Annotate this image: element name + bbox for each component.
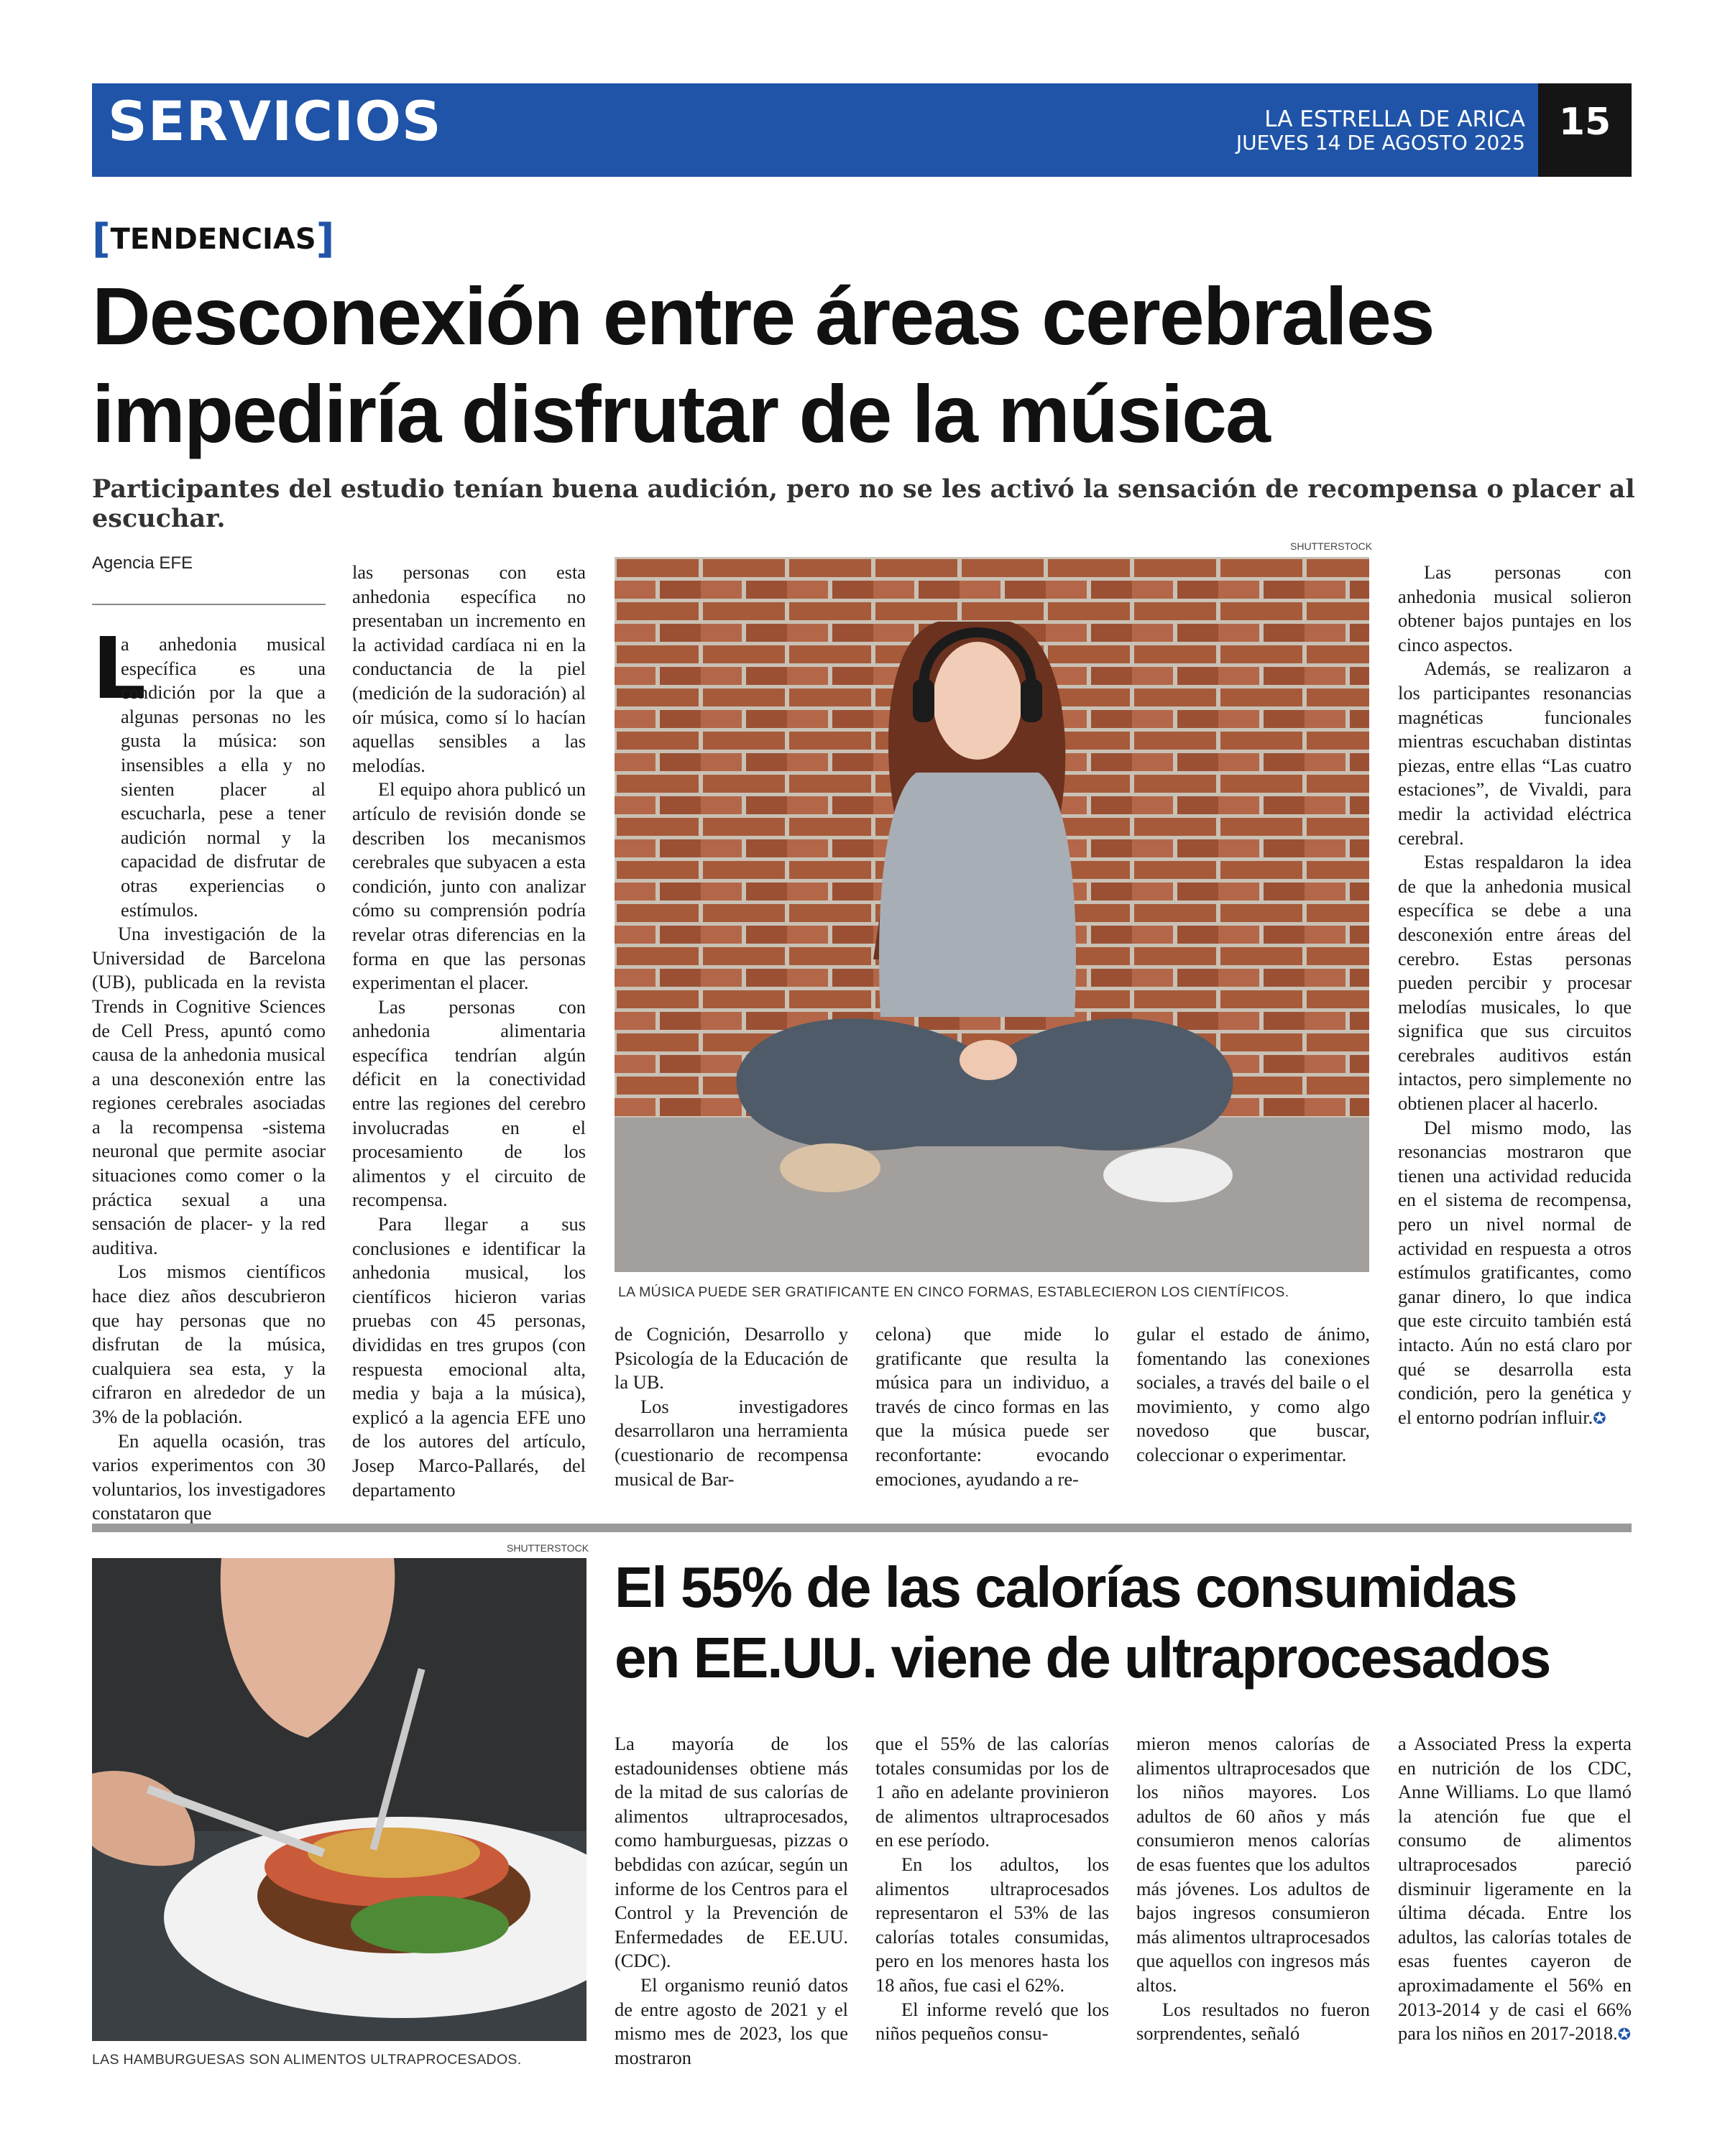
article1-column-4	[875, 1322, 1109, 1491]
publication-date: JUEVES 14 DE AGOSTO 2025	[1236, 131, 1525, 155]
article-photo-girl-headphones	[615, 557, 1369, 1272]
photo-illustration	[92, 1558, 586, 2041]
photo-credit-label: SHUTTERSTOCK	[507, 1542, 589, 1554]
headline-line-1: Desconexión entre áreas cerebrales	[92, 271, 1434, 361]
paragraph: Una investigación de la Universidad de Barcelona (UB), publicada en la revista Trends in Cognitive Sciences de Cell Press, apuntó como causa de la anhedonia musical a una desconexión entre las regiones cerebrales asociadas a la recompensa -sistema neuronal que permite asociar situaciones como comer o la práctica sexual a una sensación de placer- y la red auditiva.	[92, 923, 326, 1258]
end-mark-icon: ✪	[1617, 2026, 1632, 2045]
paragraph: La mayoría de los estadounidenses obtiene más de la mitad de sus calorías de alimentos ultraprocesados, como hamburguesas, pizzas o bebdidas con azúcar, según un informe de los Centros para el Control y la Prevención de Enfermedades de EE.UU. (CDC).	[615, 1733, 848, 1972]
kicker-bracket-close: ]	[316, 216, 335, 262]
paragraph: celona) que mide lo gratificante que resulta la música para un individuo, a través de cinco formas en las que la música puede ser reconfortante: evocando emociones, ayudando a re-	[875, 1323, 1109, 1490]
headline-line-2: impediría disfrutar de la música	[92, 369, 1269, 459]
headline-line-2: en EE.UU. viene de ultraprocesados	[615, 1626, 1550, 1690]
headline-line-1: El 55% de las calorías consumidas	[615, 1555, 1517, 1619]
article-photo-hamburger	[92, 1558, 586, 2041]
kicker-bracket-open: [	[92, 216, 111, 262]
article2-column-2	[875, 1732, 1109, 2046]
article2-column-4	[1398, 1732, 1632, 2047]
paragraph: El equipo ahora publicó un artículo de revisión donde se describen los mecanismos cerebrales que subyacen a esta condición, junto con analizar cómo su comprensión podría revelar otras diferencias en la forma en que las personas experimentan el placer.	[352, 778, 586, 994]
byline-rule	[92, 604, 326, 605]
paragraph: En aquella ocasión, tras varios experimentos con 30 voluntarios, los investigadores constataron que	[92, 1429, 326, 1524]
paragraph: mieron menos calorías de alimentos ultraprocesados que los niños mayores. Los adultos de 60 años y más consumieron menos calorías de esas fuentes que los adultos más jóvenes. Los adultos de bajos ingresos consumieron más alimentos ultraprocesados que aquellos con ingresos más altos.	[1136, 1733, 1370, 1996]
paragraph: Los investigadores desarrollaron una herramienta (cuestionario de recompensa musical de Bar-	[615, 1395, 848, 1490]
paragraph: Las personas con anhedonia alimentaria específica tendrían algún déficit en la conectividad entre las regiones del cerebro involucradas en el procesamiento de los alimentos y el circuito de recompensa.	[352, 995, 586, 1211]
photo-credit-label: SHUTTERSTOCK	[1290, 540, 1373, 552]
end-mark-icon: ✪	[1593, 1409, 1606, 1428]
paragraph: las personas con esta anhedonia específica no presentaban un incremento en la actividad cardíaca ni en la conductancia de la piel (medición de la sudoración) al oír música, como sí lo hacían aquellas sensibles a las melodías.	[352, 561, 586, 776]
paragraph: Estas respaldaron la idea de que la anhedonia musical específica se debe a una desconexión entre áreas del cerebro. Estas personas pueden percibir y procesar melodías musicales, lo que significa que sus circuitos cerebrales auditivos están intactos, pero simplemente no obtienen placer al hacerlo.	[1398, 851, 1632, 1115]
paragraph: Los mismos científicos hace diez años descubrieron que hay personas que no disfrutan de la música, cualquiera sea esta, y la cifraron en alrededor de un 3% de la población.	[92, 1261, 326, 1427]
section-title: SERVICIOS	[108, 89, 442, 153]
paragraph: de Cognición, Desarrollo y Psicología de la Educación de la UB.	[615, 1323, 848, 1393]
paragraph-text: a Associated Press la experta en nutrición de los CDC, Anne Williams. Lo que llamó la atención fue que el consumo de alimentos ultraprocesados pareció disminuir ligeramente en la última década. Entre los adultos, las calorías totales de esas fuentes cayeron de aproximadamente el 56% en 2013-2014 y de casi el 66% para los niños en 2017-2018.	[1398, 1733, 1632, 2045]
article1-column-6	[1398, 561, 1632, 1431]
article2-column-1	[615, 1732, 848, 2070]
kicker-text: TENDENCIAS	[110, 223, 316, 256]
article1-column-5	[1136, 1322, 1370, 1468]
section-divider	[92, 1524, 1632, 1532]
article-deck: Participantes del estudio tenían buena audición, pero no se les activó la sensación de recompensa o placer al escuchar.	[92, 474, 1635, 533]
page-number: 15	[1558, 101, 1611, 144]
paragraph: Las personas con anhedonia musical solieron obtener bajos puntajes en los cinco aspectos.	[1398, 561, 1632, 655]
article1-column-3	[615, 1322, 848, 1491]
newspaper-name: LA ESTRELLA DE ARICA	[1264, 106, 1525, 132]
photo-caption: LA MÚSICA PUEDE SER GRATIFICANTE EN CINCO FORMAS, ESTABLECIERON LOS CIENTÍFICOS.	[618, 1284, 1289, 1300]
paragraph	[1398, 1116, 1632, 1432]
article1-column-2	[352, 561, 586, 1502]
article-headline	[615, 1552, 1635, 1693]
paragraph: Además, se realizaron a los participantes resonancias magnéticas funcionales mientras escuchaban distintas piezas, entre ellas “Las cuatro estaciones”, de Vivaldi, para medir la actividad eléctrica cerebral.	[1398, 658, 1632, 849]
article-kicker	[92, 216, 334, 262]
photo-illustration	[615, 557, 1369, 1272]
article1-column-1	[92, 619, 326, 1526]
paragraph: gular el estado de ánimo, fomentando las conexiones sociales, a través del baile o el movimiento, y como algo novedoso que buscar, coleccionar o experimentar.	[1136, 1323, 1370, 1465]
byline: Agencia EFE	[92, 553, 193, 573]
paragraph: Los resultados no fueron sorprendentes, señaló	[1136, 1998, 1370, 2045]
paragraph-text: Del mismo modo, las resonancias mostraron que tienen una actividad reducida en el sistema de recompensa, pero un nivel normal de actividad en respuesta a otros estímulos gratificantes, como ganar dinero, lo que indica que este circuito también está intacto. Aún no está claro por qué se desarrolla esta condición, pero la genética y el entorno podrían influir.	[1398, 1116, 1632, 1428]
paragraph	[1398, 1732, 1632, 2047]
photo-caption: LAS HAMBURGUESAS SON ALIMENTOS ULTRAPROCESADOS.	[92, 2052, 522, 2068]
paragraph: Para llegar a sus conclusiones e identificar la anhedonia musical, los científicos hicieron varias pruebas con 45 personas, divididas en tres grupos (con respuesta emocional alta, media y baja a la música), explicó a la agencia EFE uno de los autores del artículo, Josep Marco-Pallarés, del departamento	[352, 1213, 586, 1501]
drop-cap: L	[92, 619, 147, 718]
article2-column-3	[1136, 1732, 1370, 2046]
paragraph: a anhedonia musical específica es una condición por la que a algunas personas no les gusta la música: son insensibles a ella y no sienten placer al escucharla, pese a tener audición normal y la capacidad de disfrutar de otras experiencias o estímulos.	[121, 633, 326, 921]
paragraph: En los adultos, los alimentos ultraprocesados representaron el 53% de las calorías totales consumidas, pero en los menores hasta los 18 años, fue casi el 62%.	[875, 1853, 1109, 1996]
article-headline	[92, 267, 1644, 463]
paragraph: El organismo reunió datos de entre agosto de 2021 y el mismo mes de 2023, los que mostraron	[615, 1973, 848, 2068]
paragraph: El informe reveló que los niños pequeños consu-	[875, 1998, 1109, 2045]
paragraph: que el 55% de las calorías totales consumidas por los de 1 año en adelante provinieron de alimentos ultraprocesados en ese período.	[875, 1733, 1109, 1851]
